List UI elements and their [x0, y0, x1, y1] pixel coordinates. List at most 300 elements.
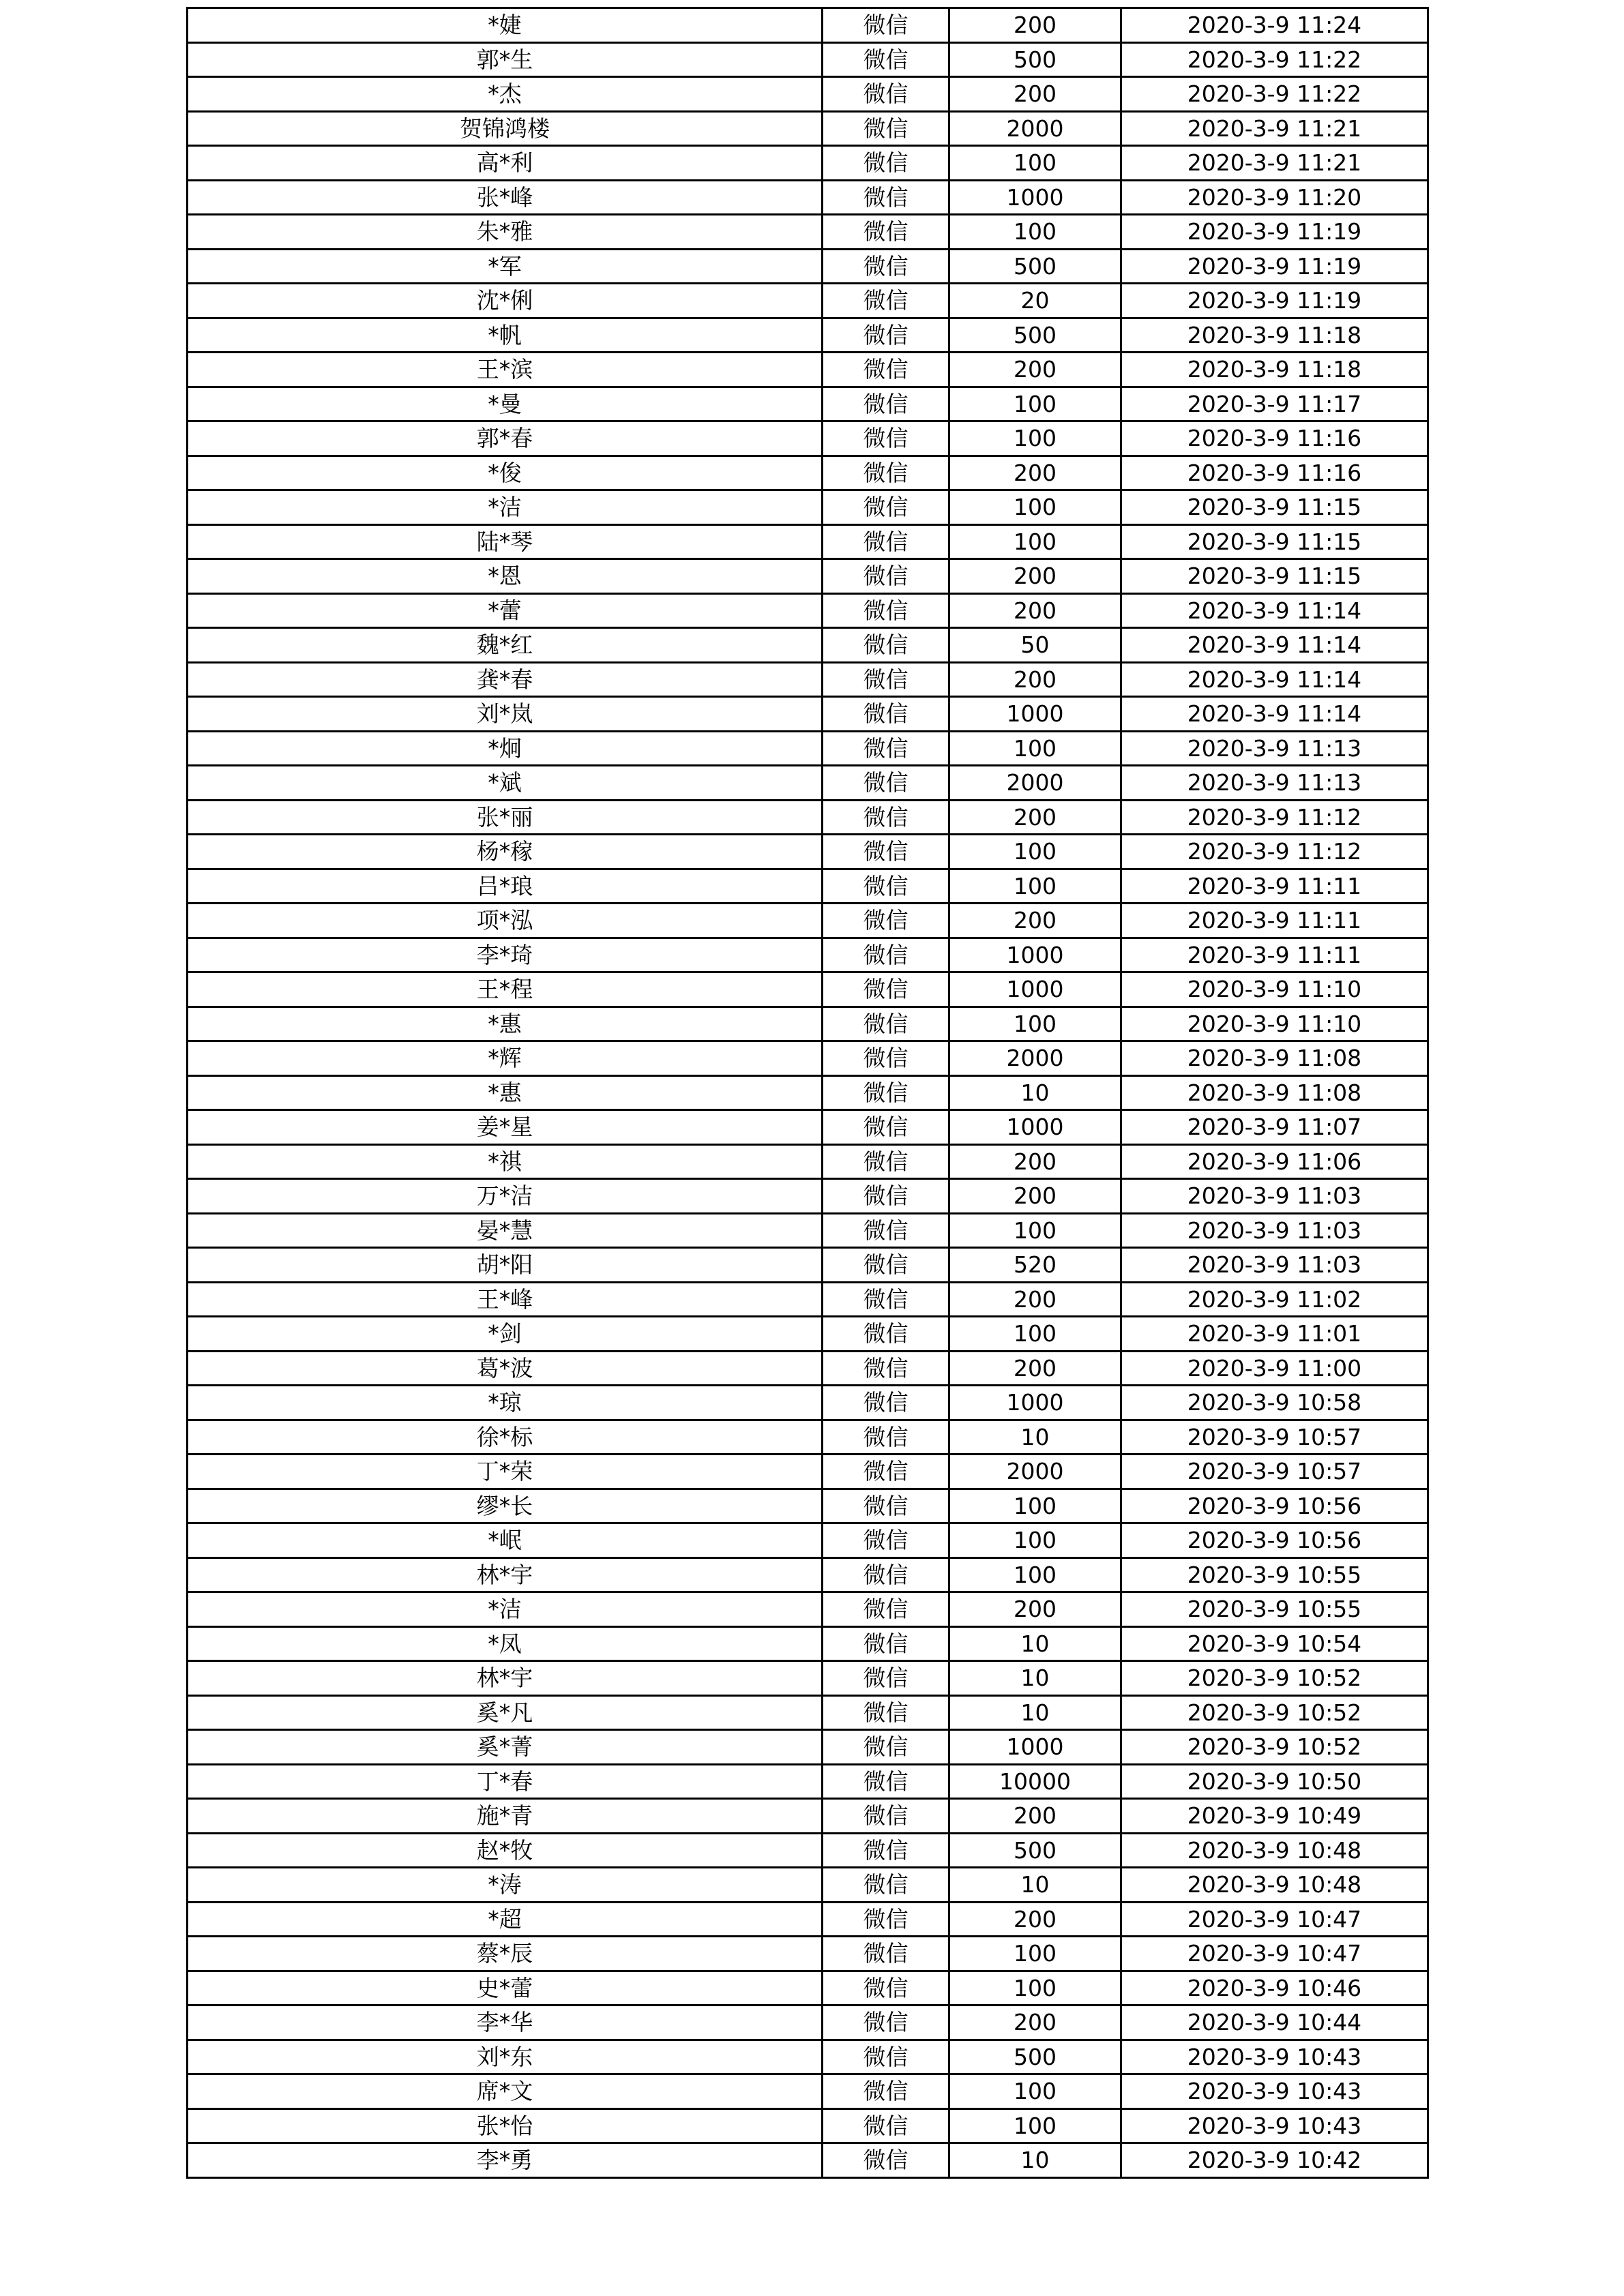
donation-amount-cell: 100	[949, 2108, 1121, 2143]
donation-amount-cell: 100	[949, 215, 1121, 250]
donation-time-cell: 2020-3-9 10:43	[1121, 2108, 1428, 2143]
donor-name-cell: 奚*凡	[188, 1695, 823, 1730]
donation-time-cell: 2020-3-9 11:13	[1121, 731, 1428, 766]
donation-time-cell: 2020-3-9 10:52	[1121, 1661, 1428, 1696]
payment-channel-cell: 微信	[823, 1248, 949, 1283]
payment-channel-cell: 微信	[823, 1317, 949, 1352]
donation-amount-cell: 100	[949, 421, 1121, 456]
donation-amount-cell: 10	[949, 1868, 1121, 1903]
table-row	[188, 1248, 1428, 1283]
donor-name-cell: 林*宇	[188, 1661, 823, 1696]
payment-channel-cell: 微信	[823, 1661, 949, 1696]
donor-name-cell: 丁*春	[188, 1764, 823, 1799]
donor-name-cell: *琼	[188, 1386, 823, 1420]
donor-name-cell: 席*文	[188, 2074, 823, 2109]
donor-name-cell: *蕾	[188, 593, 823, 628]
donor-name-cell: *超	[188, 1902, 823, 1937]
donor-name-cell: *洁	[188, 1592, 823, 1627]
donor-name-cell: *婕	[188, 8, 823, 43]
table-row	[188, 1833, 1428, 1868]
donation-amount-cell: 200	[949, 559, 1121, 594]
donor-name-cell: 杨*稼	[188, 835, 823, 869]
payment-channel-cell: 微信	[823, 904, 949, 938]
donor-name-cell: 李*琦	[188, 938, 823, 972]
payment-channel-cell: 微信	[823, 353, 949, 387]
table-row	[188, 697, 1428, 732]
donor-name-cell: 张*丽	[188, 800, 823, 835]
donation-time-cell: 2020-3-9 10:44	[1121, 2006, 1428, 2040]
donor-name-cell: *洁	[188, 490, 823, 525]
table-row	[188, 2040, 1428, 2074]
table-row	[188, 1523, 1428, 1558]
table-row	[188, 1455, 1428, 1489]
donation-time-cell: 2020-3-9 10:48	[1121, 1833, 1428, 1868]
table-row	[188, 8, 1428, 43]
table-row	[188, 766, 1428, 801]
payment-channel-cell: 微信	[823, 766, 949, 801]
payment-channel-cell: 微信	[823, 1523, 949, 1558]
donation-time-cell: 2020-3-9 11:19	[1121, 215, 1428, 250]
donor-name-cell: 沈*俐	[188, 284, 823, 318]
payment-channel-cell: 微信	[823, 1868, 949, 1903]
payment-channel-cell: 微信	[823, 1557, 949, 1592]
payment-channel-cell: 微信	[823, 1695, 949, 1730]
table-row	[188, 387, 1428, 421]
donation-time-cell: 2020-3-9 11:14	[1121, 593, 1428, 628]
donation-time-cell: 2020-3-9 10:52	[1121, 1695, 1428, 1730]
donation-time-cell: 2020-3-9 11:21	[1121, 146, 1428, 181]
donation-table-body	[188, 8, 1428, 2178]
payment-channel-cell: 微信	[823, 1833, 949, 1868]
donation-amount-cell: 1000	[949, 972, 1121, 1007]
donor-name-cell: 朱*雅	[188, 215, 823, 250]
payment-channel-cell: 微信	[823, 215, 949, 250]
table-row	[188, 904, 1428, 938]
donor-name-cell: 丁*荣	[188, 1455, 823, 1489]
donor-name-cell: *惠	[188, 1075, 823, 1110]
table-row	[188, 662, 1428, 697]
donor-name-cell: 张*峰	[188, 180, 823, 215]
table-row	[188, 1317, 1428, 1352]
donor-name-cell: 吕*琅	[188, 869, 823, 904]
payment-channel-cell: 微信	[823, 1351, 949, 1386]
donor-name-cell: *曼	[188, 387, 823, 421]
donation-amount-cell: 200	[949, 1351, 1121, 1386]
donation-time-cell: 2020-3-9 10:55	[1121, 1557, 1428, 1592]
table-row	[188, 593, 1428, 628]
payment-channel-cell: 微信	[823, 800, 949, 835]
donation-amount-cell: 1000	[949, 1730, 1121, 1765]
donation-time-cell: 2020-3-9 11:22	[1121, 42, 1428, 77]
donation-amount-cell: 2000	[949, 111, 1121, 146]
table-row	[188, 1799, 1428, 1834]
donation-amount-cell: 100	[949, 731, 1121, 766]
donor-name-cell: *祺	[188, 1144, 823, 1179]
payment-channel-cell: 微信	[823, 1179, 949, 1214]
donor-name-cell: 王*程	[188, 972, 823, 1007]
donation-amount-cell: 100	[949, 835, 1121, 869]
donor-name-cell: 王*峰	[188, 1282, 823, 1317]
table-row	[188, 1937, 1428, 1971]
payment-channel-cell: 微信	[823, 318, 949, 353]
donation-time-cell: 2020-3-9 10:56	[1121, 1489, 1428, 1523]
donation-amount-cell: 100	[949, 490, 1121, 525]
payment-channel-cell: 微信	[823, 1971, 949, 2006]
donation-time-cell: 2020-3-9 10:47	[1121, 1902, 1428, 1937]
payment-channel-cell: 微信	[823, 1937, 949, 1971]
table-row	[188, 1626, 1428, 1661]
donor-name-cell: 徐*标	[188, 1420, 823, 1455]
table-row	[188, 353, 1428, 387]
donation-amount-cell: 200	[949, 456, 1121, 490]
donation-amount-cell: 200	[949, 353, 1121, 387]
donation-time-cell: 2020-3-9 11:08	[1121, 1041, 1428, 1076]
table-row	[188, 318, 1428, 353]
donor-name-cell: 郭*生	[188, 42, 823, 77]
donation-amount-cell: 500	[949, 2040, 1121, 2074]
donation-time-cell: 2020-3-9 11:19	[1121, 284, 1428, 318]
donor-name-cell: 缪*长	[188, 1489, 823, 1523]
donation-amount-cell: 200	[949, 1799, 1121, 1834]
donation-amount-cell: 2000	[949, 1041, 1121, 1076]
donation-time-cell: 2020-3-9 11:03	[1121, 1179, 1428, 1214]
donor-name-cell: 刘*岚	[188, 697, 823, 732]
table-row	[188, 180, 1428, 215]
donation-time-cell: 2020-3-9 11:15	[1121, 524, 1428, 559]
table-row	[188, 1420, 1428, 1455]
donation-time-cell: 2020-3-9 11:17	[1121, 387, 1428, 421]
table-row	[188, 1282, 1428, 1317]
donor-name-cell: 张*怡	[188, 2108, 823, 2143]
donation-time-cell: 2020-3-9 11:15	[1121, 559, 1428, 594]
donor-name-cell: 赵*牧	[188, 1833, 823, 1868]
donation-amount-cell: 200	[949, 1592, 1121, 1627]
donation-sheet	[186, 7, 1427, 2179]
table-row	[188, 1351, 1428, 1386]
donation-amount-cell: 200	[949, 1902, 1121, 1937]
payment-channel-cell: 微信	[823, 249, 949, 284]
payment-channel-cell: 微信	[823, 628, 949, 663]
donor-name-cell: 高*利	[188, 146, 823, 181]
payment-channel-cell: 微信	[823, 456, 949, 490]
donation-time-cell: 2020-3-9 11:24	[1121, 8, 1428, 43]
payment-channel-cell: 微信	[823, 387, 949, 421]
donation-amount-cell: 100	[949, 1971, 1121, 2006]
donation-time-cell: 2020-3-9 11:11	[1121, 869, 1428, 904]
table-row	[188, 2074, 1428, 2109]
donation-time-cell: 2020-3-9 11:03	[1121, 1248, 1428, 1283]
donor-name-cell: *杰	[188, 77, 823, 112]
donor-name-cell: 胡*阳	[188, 1248, 823, 1283]
table-row	[188, 2006, 1428, 2040]
donation-time-cell: 2020-3-9 10:54	[1121, 1626, 1428, 1661]
table-row	[188, 1902, 1428, 1937]
donation-time-cell: 2020-3-9 11:20	[1121, 180, 1428, 215]
donation-time-cell: 2020-3-9 10:50	[1121, 1764, 1428, 1799]
table-row	[188, 111, 1428, 146]
table-row	[188, 1868, 1428, 1903]
payment-channel-cell: 微信	[823, 180, 949, 215]
table-row	[188, 1075, 1428, 1110]
donation-amount-cell: 100	[949, 1007, 1121, 1041]
table-row	[188, 2108, 1428, 2143]
donation-time-cell: 2020-3-9 11:21	[1121, 111, 1428, 146]
donation-time-cell: 2020-3-9 11:01	[1121, 1317, 1428, 1352]
payment-channel-cell: 微信	[823, 1489, 949, 1523]
payment-channel-cell: 微信	[823, 1144, 949, 1179]
donor-name-cell: *恩	[188, 559, 823, 594]
donation-amount-cell: 100	[949, 869, 1121, 904]
donor-name-cell: 王*滨	[188, 353, 823, 387]
donation-time-cell: 2020-3-9 11:11	[1121, 904, 1428, 938]
donation-amount-cell: 1000	[949, 1110, 1121, 1145]
payment-channel-cell: 微信	[823, 1386, 949, 1420]
donation-amount-cell: 50	[949, 628, 1121, 663]
donor-name-cell: *辉	[188, 1041, 823, 1076]
donation-amount-cell: 100	[949, 524, 1121, 559]
donation-time-cell: 2020-3-9 11:08	[1121, 1075, 1428, 1110]
donation-amount-cell: 2000	[949, 1455, 1121, 1489]
donation-amount-cell: 100	[949, 1489, 1121, 1523]
donation-amount-cell: 100	[949, 387, 1121, 421]
donation-amount-cell: 1000	[949, 697, 1121, 732]
donation-amount-cell: 100	[949, 1523, 1121, 1558]
donor-name-cell: *斌	[188, 766, 823, 801]
table-row	[188, 1695, 1428, 1730]
donation-time-cell: 2020-3-9 10:42	[1121, 2143, 1428, 2178]
payment-channel-cell: 微信	[823, 1041, 949, 1076]
payment-channel-cell: 微信	[823, 1420, 949, 1455]
payment-channel-cell: 微信	[823, 869, 949, 904]
payment-channel-cell: 微信	[823, 8, 949, 43]
donor-name-cell: 林*宇	[188, 1557, 823, 1592]
payment-channel-cell: 微信	[823, 731, 949, 766]
table-row	[188, 1661, 1428, 1696]
donor-name-cell: 李*华	[188, 2006, 823, 2040]
payment-channel-cell: 微信	[823, 1730, 949, 1765]
table-row	[188, 146, 1428, 181]
donor-name-cell: *军	[188, 249, 823, 284]
payment-channel-cell: 微信	[823, 559, 949, 594]
payment-channel-cell: 微信	[823, 284, 949, 318]
payment-channel-cell: 微信	[823, 1799, 949, 1834]
donor-name-cell: *岷	[188, 1523, 823, 1558]
table-row	[188, 284, 1428, 318]
payment-channel-cell: 微信	[823, 421, 949, 456]
donation-time-cell: 2020-3-9 11:16	[1121, 421, 1428, 456]
donor-name-cell: 陆*琴	[188, 524, 823, 559]
table-row	[188, 1764, 1428, 1799]
table-row	[188, 1592, 1428, 1627]
donation-time-cell: 2020-3-9 10:56	[1121, 1523, 1428, 1558]
table-row	[188, 628, 1428, 663]
donation-time-cell: 2020-3-9 10:57	[1121, 1420, 1428, 1455]
donor-name-cell: *涛	[188, 1868, 823, 1903]
donation-amount-cell: 200	[949, 8, 1121, 43]
donor-name-cell: 蔡*辰	[188, 1937, 823, 1971]
donation-time-cell: 2020-3-9 11:11	[1121, 938, 1428, 972]
table-row	[188, 1213, 1428, 1248]
donation-amount-cell: 200	[949, 904, 1121, 938]
donation-time-cell: 2020-3-9 10:49	[1121, 1799, 1428, 1834]
payment-channel-cell: 微信	[823, 1592, 949, 1627]
donation-amount-cell: 200	[949, 1282, 1121, 1317]
payment-channel-cell: 微信	[823, 1455, 949, 1489]
donor-name-cell: 史*蕾	[188, 1971, 823, 2006]
donor-name-cell: 魏*红	[188, 628, 823, 663]
donation-amount-cell: 200	[949, 593, 1121, 628]
donation-amount-cell: 10000	[949, 1764, 1121, 1799]
payment-channel-cell: 微信	[823, 2074, 949, 2109]
table-row	[188, 42, 1428, 77]
payment-channel-cell: 微信	[823, 146, 949, 181]
donation-time-cell: 2020-3-9 11:13	[1121, 766, 1428, 801]
donation-amount-cell: 500	[949, 318, 1121, 353]
donation-time-cell: 2020-3-9 11:12	[1121, 835, 1428, 869]
donation-amount-cell: 10	[949, 1661, 1121, 1696]
donation-time-cell: 2020-3-9 11:19	[1121, 249, 1428, 284]
donor-name-cell: 刘*东	[188, 2040, 823, 2074]
table-row	[188, 421, 1428, 456]
table-row	[188, 972, 1428, 1007]
table-row	[188, 1489, 1428, 1523]
table-row	[188, 215, 1428, 250]
payment-channel-cell: 微信	[823, 1075, 949, 1110]
donation-time-cell: 2020-3-9 10:57	[1121, 1455, 1428, 1489]
payment-channel-cell: 微信	[823, 77, 949, 112]
donation-amount-cell: 100	[949, 1317, 1121, 1352]
donation-amount-cell: 200	[949, 662, 1121, 697]
donation-time-cell: 2020-3-9 11:02	[1121, 1282, 1428, 1317]
donation-time-cell: 2020-3-9 10:47	[1121, 1937, 1428, 1971]
table-row	[188, 490, 1428, 525]
donation-amount-cell: 200	[949, 2006, 1121, 2040]
donation-time-cell: 2020-3-9 11:10	[1121, 972, 1428, 1007]
donor-name-cell: *俊	[188, 456, 823, 490]
payment-channel-cell: 微信	[823, 1110, 949, 1145]
donation-time-cell: 2020-3-9 11:15	[1121, 490, 1428, 525]
table-row	[188, 559, 1428, 594]
table-row	[188, 800, 1428, 835]
donation-time-cell: 2020-3-9 11:00	[1121, 1351, 1428, 1386]
donation-time-cell: 2020-3-9 11:10	[1121, 1007, 1428, 1041]
donation-time-cell: 2020-3-9 11:14	[1121, 662, 1428, 697]
payment-channel-cell: 微信	[823, 490, 949, 525]
table-row	[188, 249, 1428, 284]
donation-amount-cell: 100	[949, 1937, 1121, 1971]
table-row	[188, 938, 1428, 972]
payment-channel-cell: 微信	[823, 2108, 949, 2143]
payment-channel-cell: 微信	[823, 2143, 949, 2178]
donation-amount-cell: 10	[949, 1695, 1121, 1730]
payment-channel-cell: 微信	[823, 938, 949, 972]
table-row	[188, 1110, 1428, 1145]
donation-time-cell: 2020-3-9 11:14	[1121, 697, 1428, 732]
donation-time-cell: 2020-3-9 11:03	[1121, 1213, 1428, 1248]
donor-name-cell: 贺锦鸿楼	[188, 111, 823, 146]
donation-amount-cell: 100	[949, 2074, 1121, 2109]
donation-time-cell: 2020-3-9 10:43	[1121, 2074, 1428, 2109]
payment-channel-cell: 微信	[823, 2040, 949, 2074]
donor-name-cell: 龚*春	[188, 662, 823, 697]
donation-time-cell: 2020-3-9 11:22	[1121, 77, 1428, 112]
donor-name-cell: *炯	[188, 731, 823, 766]
table-row	[188, 1557, 1428, 1592]
donation-time-cell: 2020-3-9 10:48	[1121, 1868, 1428, 1903]
table-row	[188, 524, 1428, 559]
donation-amount-cell: 10	[949, 2143, 1121, 2178]
payment-channel-cell: 微信	[823, 42, 949, 77]
table-row	[188, 2143, 1428, 2178]
donor-name-cell: 姜*星	[188, 1110, 823, 1145]
donation-amount-cell: 10	[949, 1626, 1121, 1661]
payment-channel-cell: 微信	[823, 662, 949, 697]
donation-time-cell: 2020-3-9 11:07	[1121, 1110, 1428, 1145]
payment-channel-cell: 微信	[823, 1902, 949, 1937]
payment-channel-cell: 微信	[823, 835, 949, 869]
donation-amount-cell: 100	[949, 1557, 1121, 1592]
donation-table	[186, 7, 1429, 2179]
donation-time-cell: 2020-3-9 11:18	[1121, 318, 1428, 353]
donor-name-cell: 李*勇	[188, 2143, 823, 2178]
donor-name-cell: 施*青	[188, 1799, 823, 1834]
donation-time-cell: 2020-3-9 11:16	[1121, 456, 1428, 490]
donation-amount-cell: 100	[949, 146, 1121, 181]
table-row	[188, 1007, 1428, 1041]
donation-time-cell: 2020-3-9 10:52	[1121, 1730, 1428, 1765]
donor-name-cell: 葛*波	[188, 1351, 823, 1386]
donor-name-cell: 晏*慧	[188, 1213, 823, 1248]
table-row	[188, 835, 1428, 869]
donation-time-cell: 2020-3-9 10:55	[1121, 1592, 1428, 1627]
payment-channel-cell: 微信	[823, 593, 949, 628]
table-row	[188, 1971, 1428, 2006]
payment-channel-cell: 微信	[823, 972, 949, 1007]
table-row	[188, 456, 1428, 490]
donation-amount-cell: 10	[949, 1420, 1121, 1455]
table-row	[188, 1144, 1428, 1179]
table-row	[188, 1041, 1428, 1076]
payment-channel-cell: 微信	[823, 697, 949, 732]
donation-amount-cell: 500	[949, 1833, 1121, 1868]
donation-time-cell: 2020-3-9 11:14	[1121, 628, 1428, 663]
payment-channel-cell: 微信	[823, 2006, 949, 2040]
donation-time-cell: 2020-3-9 10:46	[1121, 1971, 1428, 2006]
donor-name-cell: *惠	[188, 1007, 823, 1041]
donor-name-cell: *凤	[188, 1626, 823, 1661]
donation-amount-cell: 20	[949, 284, 1121, 318]
donation-amount-cell: 1000	[949, 1386, 1121, 1420]
table-row	[188, 1179, 1428, 1214]
donation-time-cell: 2020-3-9 11:06	[1121, 1144, 1428, 1179]
donation-time-cell: 2020-3-9 10:43	[1121, 2040, 1428, 2074]
donation-amount-cell: 200	[949, 800, 1121, 835]
payment-channel-cell: 微信	[823, 1007, 949, 1041]
donation-amount-cell: 500	[949, 249, 1121, 284]
donor-name-cell: 项*泓	[188, 904, 823, 938]
donation-amount-cell: 100	[949, 1213, 1121, 1248]
table-row	[188, 1730, 1428, 1765]
payment-channel-cell: 微信	[823, 1764, 949, 1799]
donation-amount-cell: 200	[949, 1144, 1121, 1179]
table-row	[188, 731, 1428, 766]
donation-amount-cell: 200	[949, 77, 1121, 112]
table-row	[188, 77, 1428, 112]
payment-channel-cell: 微信	[823, 111, 949, 146]
donation-amount-cell: 200	[949, 1179, 1121, 1214]
payment-channel-cell: 微信	[823, 524, 949, 559]
donor-name-cell: 郭*春	[188, 421, 823, 456]
